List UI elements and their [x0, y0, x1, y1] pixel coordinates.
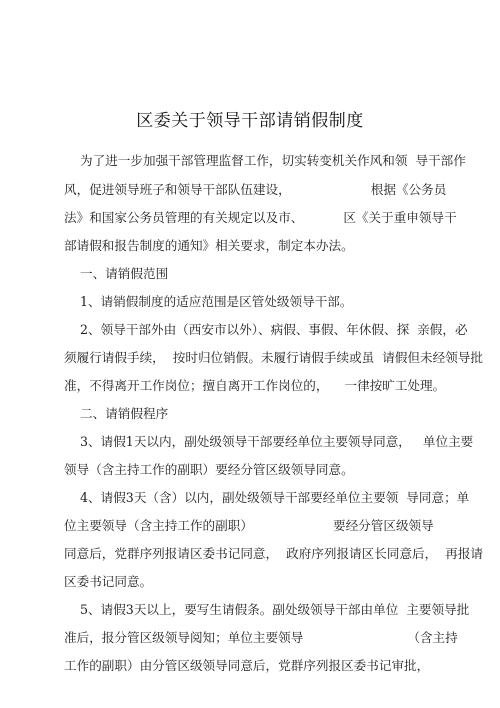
- paragraph-line: 同意后，党群序列报请区委书记同意， 政府序列报请区长同意后， 再报请: [64, 546, 484, 561]
- paragraph-line: 3、请假1天以内，副处级领导干部要经单位主要领导同意， 单位主要: [64, 434, 474, 449]
- section-heading: 二、请销假程序: [64, 406, 169, 421]
- paragraph-line: 1、请销假制度的适应范围是区管处级领导干部。: [64, 294, 353, 309]
- paragraph-line: 位主要领导（含主持工作的副职） 要经分管区级领导: [64, 518, 434, 533]
- paragraph-line: 部请假和报告制度的通知》相关要求，制定本办法。: [64, 238, 354, 253]
- paragraph-line: 2、领导干部外由（西安市以外）、病假、事假、年休假、探 亲假，必: [64, 322, 468, 337]
- document-title: 区委关于领导干部请销假制度: [136, 111, 364, 131]
- section-heading: 一、请销假范围: [64, 266, 169, 281]
- paragraph-line: 须履行请假手续， 按时归位销假。未履行请假手续或虽 请假但未经领导批: [64, 350, 484, 365]
- paragraph-line: 准后，报分管区级领导阅知；单位主要领导 （含主持: [64, 630, 458, 645]
- paragraph-line: 5、请假3天以上，要写生请假条。副处级领导干部由单位 主要领导批: [64, 602, 470, 617]
- paragraph-line: 法》和国家公务员管理的有关规定以及市、 区《关于重申领导干: [64, 210, 457, 225]
- paragraph-line: 为了进一步加强干部管理监督工作，切实转变机关作风和领 导干部作: [64, 153, 466, 168]
- paragraph-line: 4、请假3天（含）以内，副处级领导干部要经单位主要领 导同意；单: [64, 490, 470, 505]
- paragraph-line: 区委书记同意。: [64, 574, 153, 589]
- paragraph-line: 风，促进领导班子和领导干部队伍建设， 根据《公务员: [64, 182, 447, 197]
- paragraph-line: 领导（含主持工作的副职）要经分管区级领导同意。: [64, 462, 354, 477]
- paragraph-line: 准，不得离开工作岗位；擅自离开工作岗位的， 一律按旷工处理。: [64, 378, 446, 393]
- paragraph-line: 工作的副职）由分管区级领导同意后，党群序列报区委书记审批，: [64, 658, 430, 673]
